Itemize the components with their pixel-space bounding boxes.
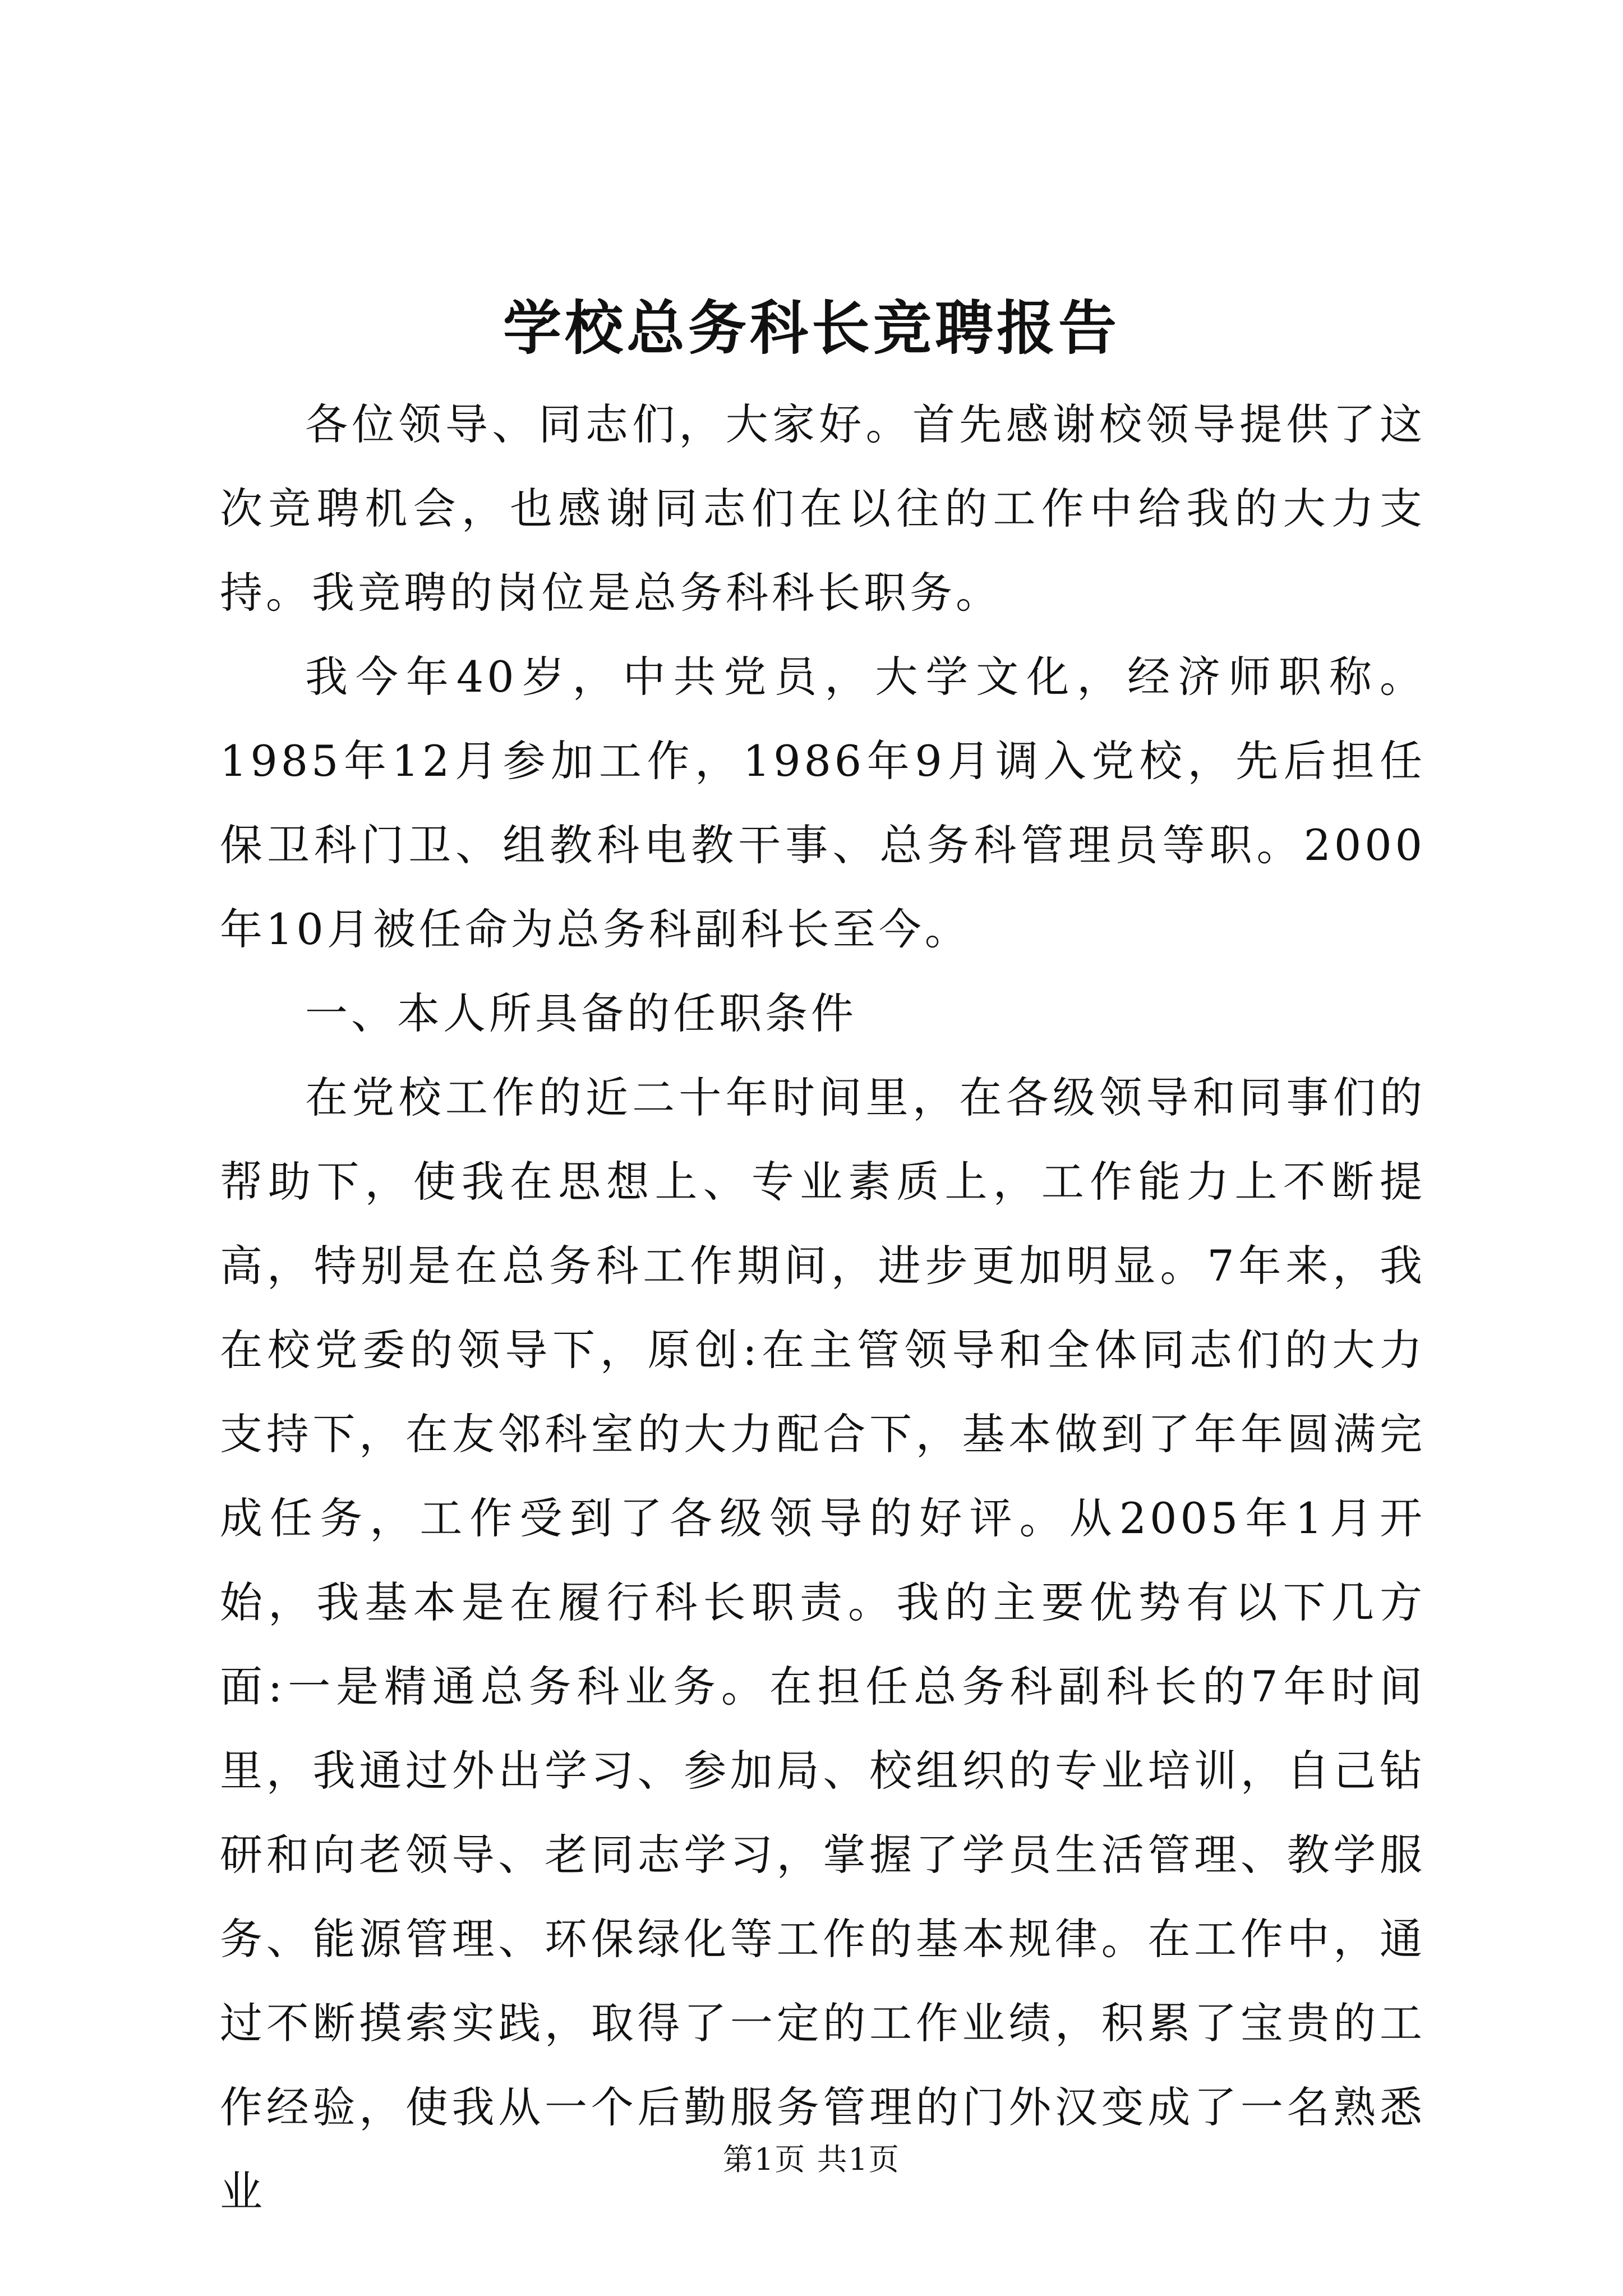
paragraph-background: 我今年40岁，中共党员，大学文化，经济师职称。1985年12月参加工作，1986年9月调入党校，先后担任保卫科门卫、组教科电教干事、总务科管理员等职。2000年10月被任命为总务科副科长至今。 (220, 652, 1426, 954)
document-title: 学校总务科长竞聘报告 (502, 293, 1120, 362)
document-body (220, 383, 1426, 2234)
paragraph-qualifications: 在党校工作的近二十年时间里，在各级领导和同事们的帮助下，使我在思想上、专业素质上，工作能力上不断提高，特别是在总务科工作期间，进步更加明显。7年来，我在校党委的领导下，原创:在主管领导和全体同志们的大力支持下，在友邻科室的大力配合下，基本做到了年年圆满完成任务，工作受到了各级领导的好评。从2005年1月开始，我基本是在履行科长职责。我的主要优势有以下几方面:一是精通总务科业务。在担任总务科副科长的7年时间里，我通过外出学习、参加局、校组织的专业培训，自己钻研和向老领导、老同志学习，掌握了学员生活管理、教学服务、能源管理、环保绿化等工作的基本规律。在工作中，通过不断摸索实践，取得了一定的工作业绩，积累了宝贵的工作经验，使我从一个后勤服务管理的门外汉变成了一名熟悉业 (220, 1073, 1426, 2216)
page-footer: 第1页 共1页 (723, 2142, 900, 2177)
paragraph-greeting: 各位领导、同志们，大家好。首先感谢校领导提供了这次竞聘机会，也感谢同志们在以往的工作中给我的大力支持。我竞聘的岗位是总务科科长职务。 (220, 399, 1426, 618)
section-heading-qualifications: 一、本人所具备的任职条件 (305, 988, 857, 1038)
